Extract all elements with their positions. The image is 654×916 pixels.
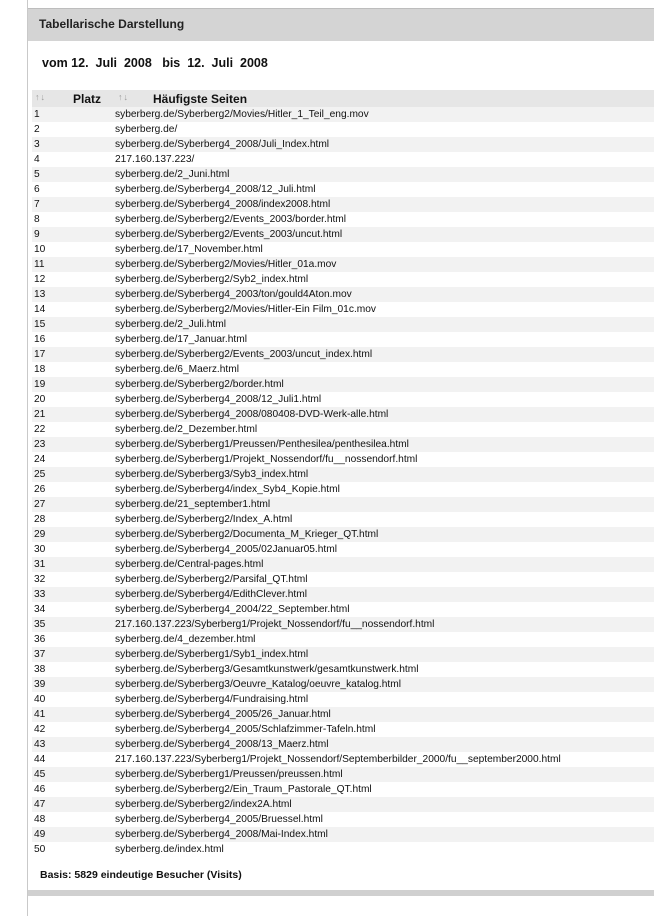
page-url-cell: syberberg.de/Syberberg2/Events_2003/uncut_index.html bbox=[115, 349, 373, 360]
table-row bbox=[32, 587, 654, 602]
table-row bbox=[32, 797, 654, 812]
page-url-cell: syberberg.de/Syberberg1/Preussen/preussen.html bbox=[115, 769, 343, 780]
table-row bbox=[32, 722, 654, 737]
page-url-cell: syberberg.de/Syberberg2/Events_2003/uncut.html bbox=[115, 229, 343, 240]
table-row bbox=[32, 542, 654, 557]
rank-cell: 12 bbox=[34, 274, 46, 285]
rank-cell: 40 bbox=[34, 694, 46, 705]
rank-cell: 18 bbox=[34, 364, 46, 375]
sort-arrows-icon[interactable]: ↑↓ bbox=[118, 92, 129, 102]
page-url-cell: 217.160.137.223/Syberberg1/Projekt_Nossendorf/Septemberbilder_2000/fu__september2000.html bbox=[115, 754, 561, 765]
rank-cell: 11 bbox=[34, 259, 45, 270]
rank-cell: 1 bbox=[34, 109, 40, 120]
page-url-cell: syberberg.de/Syberberg2/index2A.html bbox=[115, 799, 292, 810]
rank-cell: 7 bbox=[34, 199, 40, 210]
rank-cell: 45 bbox=[34, 769, 46, 780]
column-header-pages: Häufigste Seiten bbox=[153, 92, 248, 106]
table-row bbox=[32, 482, 654, 497]
page-url-cell: syberberg.de/Syberberg4_2005/Schlafzimmer-Tafeln.html bbox=[115, 724, 376, 735]
table-row bbox=[32, 737, 654, 752]
table-row bbox=[32, 812, 654, 827]
rank-cell: 28 bbox=[34, 514, 46, 525]
rank-cell: 15 bbox=[34, 319, 46, 330]
page-url-cell: syberberg.de/2_Juni.html bbox=[115, 169, 230, 180]
page-url-cell: syberberg.de/17_Januar.html bbox=[115, 334, 247, 345]
table-row bbox=[32, 332, 654, 347]
table-row bbox=[32, 302, 654, 317]
table-row bbox=[32, 377, 654, 392]
rank-cell: 42 bbox=[34, 724, 46, 735]
table-row bbox=[32, 317, 654, 332]
page-url-cell: syberberg.de/ bbox=[115, 124, 178, 135]
table-row bbox=[32, 107, 654, 122]
page-url-cell: syberberg.de/Syberberg2/Parsifal_QT.html bbox=[115, 574, 308, 585]
page-url-cell: syberberg.de/Syberberg4_2004/22_September.html bbox=[115, 604, 350, 615]
rank-cell: 9 bbox=[34, 229, 40, 240]
rank-cell: 34 bbox=[34, 604, 46, 615]
rank-cell: 19 bbox=[34, 379, 46, 390]
table-row bbox=[32, 557, 654, 572]
page-url-cell: syberberg.de/Syberberg4_2008/13_Maerz.html bbox=[115, 739, 329, 750]
page-url-cell: syberberg.de/Syberberg3/Syb3_index.html bbox=[115, 469, 309, 480]
page-url-cell: syberberg.de/6_Maerz.html bbox=[115, 364, 240, 375]
rank-cell: 39 bbox=[34, 679, 46, 690]
rank-cell: 35 bbox=[34, 619, 46, 630]
rank-cell: 43 bbox=[34, 739, 46, 750]
rank-cell: 14 bbox=[34, 304, 46, 315]
table-row bbox=[32, 437, 654, 452]
table-row bbox=[32, 707, 654, 722]
sort-arrows-icon[interactable]: ↑↓ bbox=[35, 92, 46, 102]
rank-cell: 44 bbox=[34, 754, 46, 765]
rank-cell: 4 bbox=[34, 154, 40, 165]
table-row bbox=[32, 677, 654, 692]
page-url-cell: syberberg.de/Syberberg4_2005/Bruessel.html bbox=[115, 814, 323, 825]
page-url-cell: syberberg.de/4_dezember.html bbox=[115, 634, 256, 645]
table-row bbox=[32, 527, 654, 542]
column-header-rank: Platz bbox=[73, 92, 102, 106]
rank-cell: 2 bbox=[34, 124, 40, 135]
page-url-cell: syberberg.de/Syberberg2/Movies/Hitler_1_Teil_eng.mov bbox=[115, 109, 369, 120]
rank-cell: 3 bbox=[34, 139, 40, 150]
table-row bbox=[32, 257, 654, 272]
visits-basis: Basis: 5829 eindeutige Besucher (Visits) bbox=[40, 869, 242, 881]
page-url-cell: syberberg.de/Syberberg2/Movies/Hitler-Ein Film_01c.mov bbox=[115, 304, 377, 315]
table-row bbox=[32, 137, 654, 152]
table-row bbox=[32, 617, 654, 632]
table-row bbox=[32, 497, 654, 512]
rank-cell: 38 bbox=[34, 664, 46, 675]
page-url-cell: syberberg.de/Syberberg4_2003/ton/gould4Aton.mov bbox=[115, 289, 352, 300]
table-row bbox=[32, 122, 654, 137]
table-row bbox=[32, 242, 654, 257]
table-row bbox=[32, 287, 654, 302]
table-row bbox=[32, 467, 654, 482]
page-url-cell: syberberg.de/Syberberg4_2005/02Januar05.html bbox=[115, 544, 338, 555]
rank-cell: 26 bbox=[34, 484, 46, 495]
page-url-cell: syberberg.de/2_Dezember.html bbox=[115, 424, 258, 435]
panel-bottom-bar bbox=[28, 890, 654, 896]
page-url-cell: syberberg.de/Syberberg2/Index_A.html bbox=[115, 514, 293, 525]
table-row bbox=[32, 392, 654, 407]
rank-cell: 10 bbox=[34, 244, 46, 255]
page-url-cell: syberberg.de/Syberberg1/Preussen/Penthesilea/penthesilea.html bbox=[115, 439, 409, 450]
page-url-cell: syberberg.de/Syberberg1/Syb1_index.html bbox=[115, 649, 309, 660]
top-pages-table bbox=[32, 90, 654, 857]
rank-cell: 36 bbox=[34, 634, 46, 645]
page-url-cell: syberberg.de/Syberberg2/Syb2_index.html bbox=[115, 274, 309, 285]
rank-cell: 31 bbox=[34, 559, 46, 570]
table-row bbox=[32, 632, 654, 647]
rank-cell: 33 bbox=[34, 589, 46, 600]
table-row bbox=[32, 407, 654, 422]
rank-cell: 13 bbox=[34, 289, 46, 300]
page-url-cell: syberberg.de/Syberberg2/Documenta_M_Krieger_QT.html bbox=[115, 529, 379, 540]
rank-cell: 46 bbox=[34, 784, 46, 795]
rank-cell: 20 bbox=[34, 394, 46, 405]
table-row bbox=[32, 647, 654, 662]
page-url-cell: syberberg.de/Syberberg4_2008/Mai-Index.html bbox=[115, 829, 328, 840]
page-url-cell: syberberg.de/2_Juli.html bbox=[115, 319, 226, 330]
page-url-cell: syberberg.de/Syberberg4_2008/12_Juli.html bbox=[115, 184, 316, 195]
rank-cell: 48 bbox=[34, 814, 46, 825]
table-row bbox=[32, 782, 654, 797]
rank-cell: 22 bbox=[34, 424, 46, 435]
rank-cell: 41 bbox=[34, 709, 46, 720]
table-row bbox=[32, 167, 654, 182]
page-url-cell: 217.160.137.223/Syberberg1/Projekt_Nossendorf/fu__nossendorf.html bbox=[115, 619, 435, 630]
rank-cell: 37 bbox=[34, 649, 46, 660]
table-row bbox=[32, 347, 654, 362]
rank-cell: 32 bbox=[34, 574, 46, 585]
page-url-cell: syberberg.de/Syberberg2/border.html bbox=[115, 379, 284, 390]
table-row bbox=[32, 362, 654, 377]
rank-cell: 8 bbox=[34, 214, 40, 225]
table-row bbox=[32, 692, 654, 707]
page-url-cell: syberberg.de/index.html bbox=[115, 844, 224, 855]
rank-cell: 25 bbox=[34, 469, 46, 480]
table-row bbox=[32, 512, 654, 527]
page-url-cell: syberberg.de/Syberberg4_2008/index2008.html bbox=[115, 199, 331, 210]
rank-cell: 50 bbox=[34, 844, 46, 855]
rank-cell: 16 bbox=[34, 334, 46, 345]
rank-cell: 5 bbox=[34, 169, 40, 180]
rank-cell: 17 bbox=[34, 349, 46, 360]
page-url-cell: syberberg.de/Syberberg3/Gesamtkunstwerk/gesamtkunstwerk.html bbox=[115, 664, 419, 675]
rank-cell: 6 bbox=[34, 184, 40, 195]
page-url-cell: 217.160.137.223/ bbox=[115, 154, 195, 165]
table-row bbox=[32, 572, 654, 587]
rank-cell: 30 bbox=[34, 544, 46, 555]
table-row bbox=[32, 212, 654, 227]
date-range: vom 12. Juli 2008 bis 12. Juli 2008 bbox=[42, 56, 268, 70]
table-row bbox=[32, 452, 654, 467]
page-url-cell: syberberg.de/Syberberg4_2008/12_Juli1.html bbox=[115, 394, 322, 405]
page-url-cell: syberberg.de/Syberberg1/Projekt_Nossendorf/fu__nossendorf.html bbox=[115, 454, 418, 465]
panel-title: Tabellarische Darstellung bbox=[28, 8, 654, 41]
table-row bbox=[32, 767, 654, 782]
rank-cell: 24 bbox=[34, 454, 46, 465]
rank-cell: 23 bbox=[34, 439, 46, 450]
table-row bbox=[32, 182, 654, 197]
page-url-cell: syberberg.de/Syberberg4/EdithClever.html bbox=[115, 589, 307, 600]
page-url-cell: syberberg.de/Syberberg3/Oeuvre_Katalog/oeuvre_katalog.html bbox=[115, 679, 401, 690]
table-row bbox=[32, 602, 654, 617]
rank-cell: 47 bbox=[34, 799, 46, 810]
table-row bbox=[32, 272, 654, 287]
page-url-cell: syberberg.de/Syberberg4/Fundraising.html bbox=[115, 694, 309, 705]
page-url-cell: syberberg.de/Syberberg4/index_Syb4_Kopie.html bbox=[115, 484, 340, 495]
table-row bbox=[32, 842, 654, 857]
page-url-cell: syberberg.de/Syberberg2/Movies/Hitler_01a.mov bbox=[115, 259, 337, 270]
page-url-cell: syberberg.de/Syberberg4_2008/080408-DVD-Werk-alle.html bbox=[115, 409, 389, 420]
table-header bbox=[32, 90, 654, 107]
page-url-cell: syberberg.de/Central-pages.html bbox=[115, 559, 264, 570]
page-url-cell: syberberg.de/17_November.html bbox=[115, 244, 263, 255]
table-row bbox=[32, 227, 654, 242]
stats-panel bbox=[28, 8, 654, 896]
table-body bbox=[32, 107, 654, 857]
table-row bbox=[32, 152, 654, 167]
rank-cell: 29 bbox=[34, 529, 46, 540]
table-row bbox=[32, 662, 654, 677]
page-url-cell: syberberg.de/Syberberg4_2008/Juli_Index.html bbox=[115, 139, 330, 150]
rank-cell: 21 bbox=[34, 409, 46, 420]
page-url-cell: syberberg.de/Syberberg2/Events_2003/border.html bbox=[115, 214, 347, 225]
page-url-cell: syberberg.de/21_september1.html bbox=[115, 499, 271, 510]
table-row bbox=[32, 752, 654, 767]
table-row bbox=[32, 197, 654, 212]
rank-cell: 49 bbox=[34, 829, 46, 840]
page-url-cell: syberberg.de/Syberberg4_2005/26_Januar.html bbox=[115, 709, 331, 720]
rank-cell: 27 bbox=[34, 499, 46, 510]
table-row bbox=[32, 422, 654, 437]
table-row bbox=[32, 827, 654, 842]
page-url-cell: syberberg.de/Syberberg2/Ein_Traum_Pastorale_QT.html bbox=[115, 784, 372, 795]
